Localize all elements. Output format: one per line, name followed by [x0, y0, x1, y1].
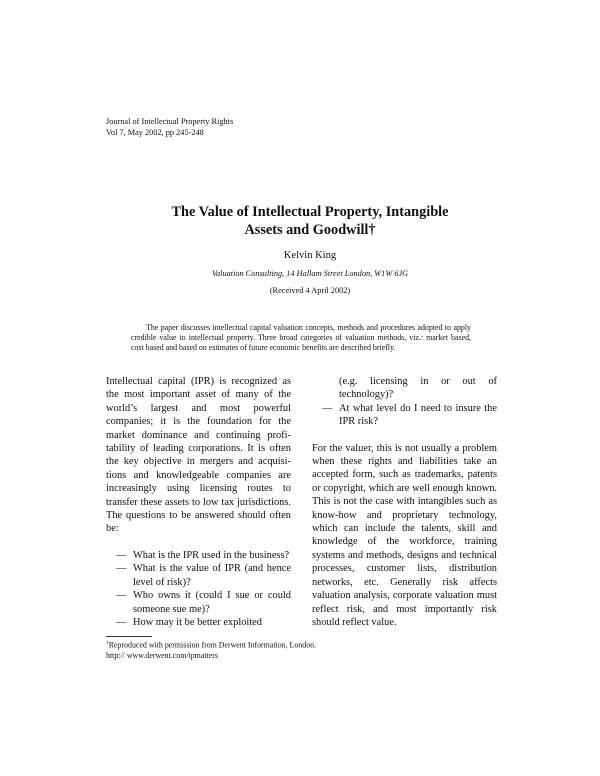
journal-name: Journal of Intellectual Property Rights	[106, 117, 234, 126]
list-item	[106, 562, 291, 589]
questions-list-continued	[312, 402, 497, 429]
author-name: Kelvin King	[283, 250, 337, 261]
abstract: The paper discusses intellectual capital valuation concepts, methods and procedures adopted to apply credible value to intellectual property. Three broad categories of valuation methods, viz.: market based, cost based and based on estimates of future economic benefits are described briefly.	[131, 323, 471, 353]
dash-bullet: —	[322, 402, 333, 414]
question-text: How may it be better exploited	[133, 616, 262, 628]
footnote-text	[106, 638, 316, 651]
list-item	[106, 616, 291, 629]
valuer-paragraph: For the valuer, this is not usually a problem when these rights and liabilities take an accepted form, such as trademarks, patents or copyright, which are well enough known. This is not the case with intangibles such as know-how and proprietary technology, which can include the talents, skill and knowledge of the workforce, training systems and methods, designs and technical processes, customer lists, distribution networks, etc. Generally risk affects valuation analysis, corporate valuation must reflect risk, and most importantly risk should reflect value.	[312, 442, 497, 628]
title-line-2: Assets and Goodwill†	[244, 222, 376, 238]
dash-bullet: —	[116, 616, 127, 628]
footnote-url: http:// www.derwent.com/ipmatters	[106, 651, 218, 660]
left-column	[106, 375, 291, 629]
question-text: Who owns it (could I sue or could someone sue me)?	[133, 590, 291, 615]
dash-bullet: —	[116, 549, 127, 561]
journal-volume: Vol 7, May 2002, pp 245-248	[106, 128, 204, 137]
received-date: (Received 4 April 2002)	[269, 286, 351, 295]
title-line-1: The Value of Intellectual Property, Intangible	[171, 204, 449, 220]
footnote-rule	[106, 636, 152, 637]
question-continuation: (e.g. licensing in or out of technology)?	[339, 376, 497, 401]
journal-header	[106, 116, 233, 138]
question-text: What is the value of IPR (and hence level of risk)?	[133, 563, 291, 588]
list-item	[106, 549, 291, 562]
footnote-body: Reproduced with permission from Derwent Information, London.	[108, 640, 317, 650]
author-affiliation: Valuation Consulting, 14 Hallam Street London, W1W 6JG	[211, 269, 409, 278]
question-text: At what level do I need to insure the IPR risk?	[339, 402, 497, 428]
paper-title	[100, 203, 520, 239]
list-item	[312, 402, 497, 429]
questions-list	[106, 549, 291, 629]
list-item	[106, 589, 291, 616]
dash-bullet: —	[116, 563, 127, 575]
dash-bullet: —	[116, 590, 127, 602]
right-column	[312, 375, 497, 629]
intro-paragraph: Intellectual capital (IPR) is recognized as the most important asset of many of the world’s largest and most powerful companies; it is the foundation for the market dominance and continuing profi-tability of leading corporations. It is often the key objective in mergers and acquisi-tions and knowledgeable companies are increasingly using licensing routes to transfer these assets to low tax jurisdictions. The questions to be answered should often be:	[106, 376, 291, 535]
footnote-mark: †	[106, 640, 109, 646]
question-text: What is the IPR used in the business?	[133, 549, 290, 561]
